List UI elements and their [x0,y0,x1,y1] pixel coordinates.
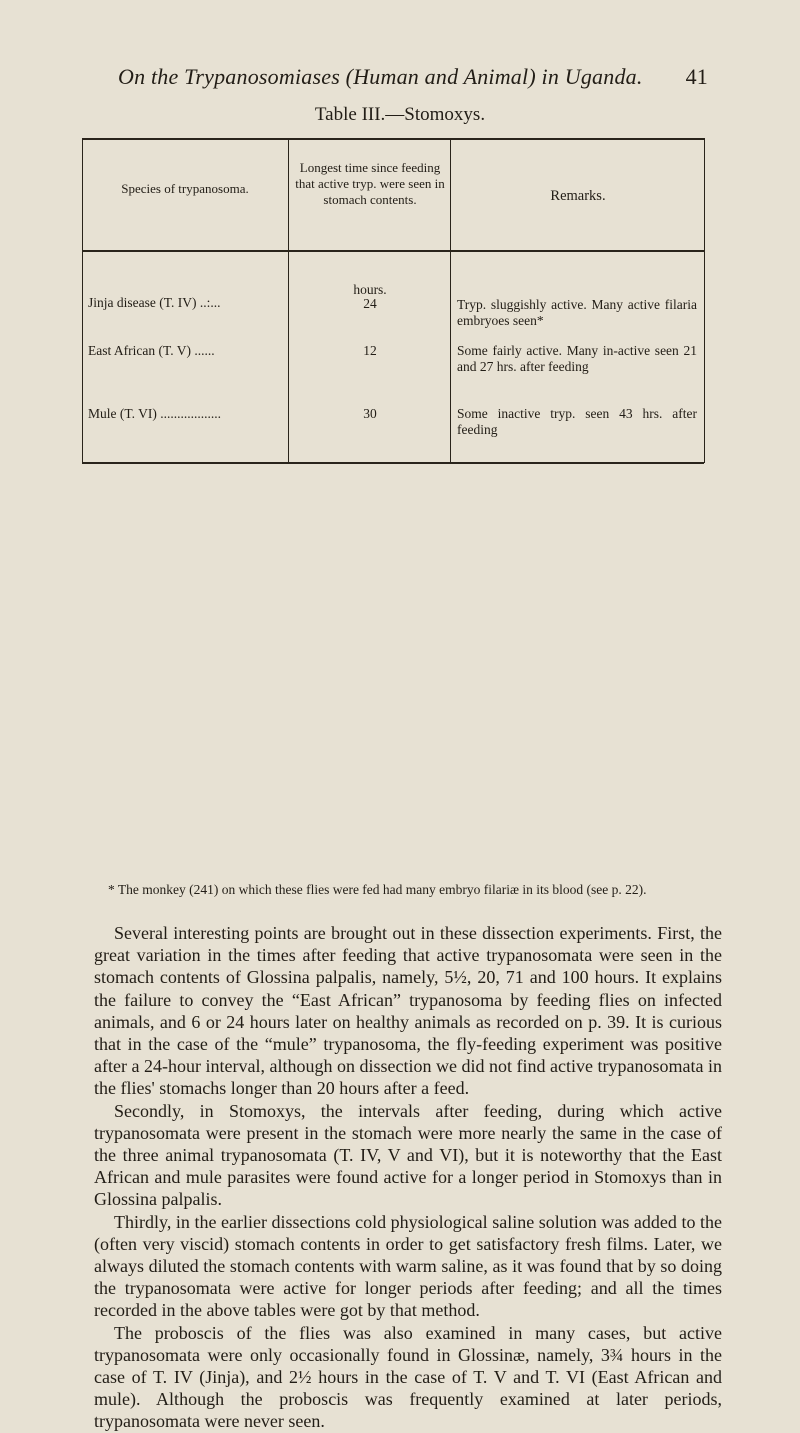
column-divider-1 [288,138,289,463]
table-right-rule [704,138,705,463]
table-title: Table III.—Stomoxys. [314,104,486,125]
table-top-rule [82,138,704,140]
paragraph-1: Several interesting points are brought out in these dissection experiments. First, the great variation in the times after feeding that active trypanosomata were seen in the stomach contents of Glossina palpalis, namely, 5½, 20, 71 and 100 hours. It explains the failure to convey the “East African” trypanosoma by feeding flies on infected animals, and 6 or 24 hours later on healthy animals as recorded on p. 39. It is curious that in the case of the “mule” trypanosoma, the fly-feeding experiment was positive after a 24-hour interval, although on dissection we did not find active trypanosomata in the flies' stomachs longer than 20 hours after a feed. [94,923,722,1099]
row-1-remarks: Tryp. sluggishly active. Many active filaria embryoes seen* [457,297,697,328]
running-head [118,64,708,90]
row-2-remarks: Some fairly active. Many in-active seen 21 and 27 hrs. after feeding [457,343,697,374]
column-header-longest-time: Longest time since feeding that active tryp. were seen in stomach contents. [295,160,445,207]
column-divider-2 [450,138,451,463]
page-number: 41 [685,64,708,89]
units-label: hours. [353,282,387,297]
row-3-remarks: Some inactive tryp. seen 43 hrs. after feeding [457,406,697,437]
table-footnote: * The monkey (241) on which these flies were fed had many embryo filariæ in its blood (see p. 22). [108,882,647,897]
paragraph-4: The proboscis of the flies was also examined in many cases, but active trypanosomata were only occasionally found in Glossinæ, namely, 3¾ hours in the case of T. IV (Jinja), and 2½ hours in the case of T. V and T. VI (East African and mule). Although the proboscis was frequently examined at later periods, trypanosomata were never seen. [94,1322,722,1432]
column-header-remarks: Remarks. [550,188,606,204]
row-2-hours: 12 [363,343,377,358]
table-left-rule [82,138,83,463]
row-2-species: East African (T. V) ...... [88,343,215,358]
paragraph-3: Thirdly, in the earlier dissections cold physiological saline solution was added to the (often very viscid) stomach contents in order to get satisfactory fresh films. Later, we always diluted the stomach contents with warm saline, as it was found that by so doing the trypanosomata were active for longer periods after feeding; and all the times recorded in the above tables were got by that method. [94,1211,722,1321]
table-bottom-rule [82,462,704,464]
table-header-rule [82,250,704,252]
row-3-species: Mule (T. VI) .................. [88,406,221,421]
body-text [94,922,722,1433]
column-header-species: Species of trypanosoma. [121,181,249,196]
row-1-hours: 24 [363,296,377,311]
running-title: On the Trypanosomiases (Human and Animal) in Uganda. [118,64,643,89]
paragraph-2: Secondly, in Stomoxys, the intervals after feeding, during which active trypanosomata were present in the stomach were more nearly the same in the case of the three animal trypanosomata (T. IV, V and VI), but it is noteworthy that the East African and mule parasites were found active for a longer period in Stomoxys than in Glossina palpalis. [94,1100,722,1210]
row-1-species: Jinja disease (T. IV) ..:... [88,295,221,310]
row-3-hours: 30 [363,406,377,421]
